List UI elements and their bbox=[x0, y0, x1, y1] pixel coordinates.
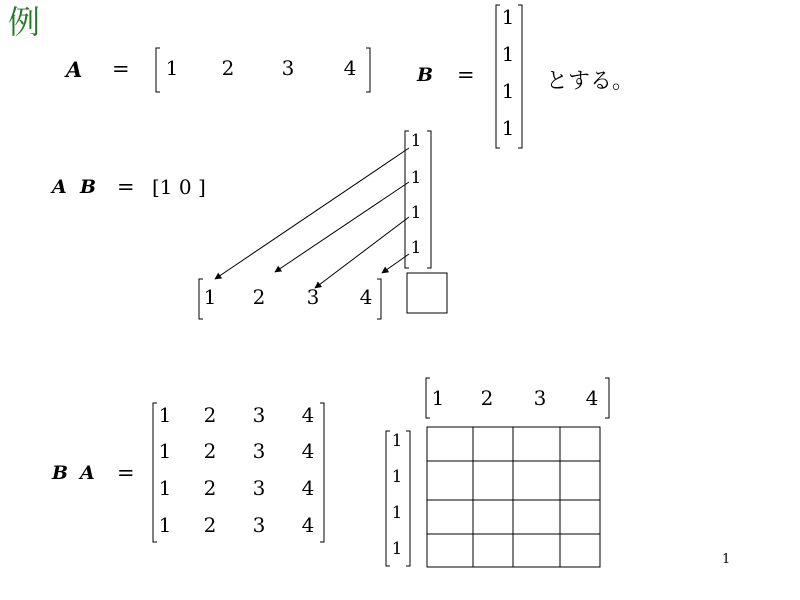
ba-matrix-cell: 1 bbox=[158, 439, 172, 463]
ab-col-entry: 1 bbox=[410, 238, 422, 258]
ab-label-b: B bbox=[80, 176, 97, 198]
grid-row-vector-entry: 3 bbox=[533, 386, 547, 410]
definition-suffix: とする。 bbox=[546, 69, 635, 94]
equals-sign: = bbox=[457, 63, 475, 87]
ab-col-entry: 1 bbox=[410, 131, 422, 151]
ab-col-entry: 1 bbox=[410, 203, 422, 223]
row-vector-a-entry: 4 bbox=[343, 56, 357, 80]
left-bracket bbox=[496, 5, 500, 148]
ba-matrix-cell: 4 bbox=[301, 476, 315, 500]
ba-matrix-cell: 2 bbox=[203, 439, 217, 463]
ab-row-entry: 1 bbox=[203, 285, 217, 309]
arrow-line bbox=[315, 217, 409, 288]
ba-matrix-cell: 1 bbox=[158, 513, 172, 537]
left-bracket bbox=[156, 48, 160, 92]
ba-matrix-cell: 4 bbox=[301, 513, 315, 537]
ab-label-a: A bbox=[52, 176, 67, 198]
grid-col-vector-entry: 1 bbox=[391, 431, 403, 451]
grid-col-vector-entry: 1 bbox=[391, 467, 403, 487]
matrix-b-label: B bbox=[417, 64, 434, 86]
ba-matrix-cell: 3 bbox=[252, 439, 266, 463]
ba-matrix-cell: 3 bbox=[252, 476, 266, 500]
col-vector-b-entry: 1 bbox=[501, 79, 515, 103]
right-bracket bbox=[605, 378, 609, 418]
ba-matrix-cell: 1 bbox=[158, 476, 172, 500]
left-bracket bbox=[405, 131, 409, 268]
ba-matrix-cell: 3 bbox=[252, 513, 266, 537]
page-number: 1 bbox=[722, 552, 731, 567]
ab-row-entry: 3 bbox=[306, 285, 320, 309]
arrow-line bbox=[275, 182, 409, 272]
left-bracket bbox=[153, 403, 157, 542]
ba-matrix-cell: 4 bbox=[301, 439, 315, 463]
grid-col-vector-entry: 1 bbox=[391, 539, 403, 559]
left-bracket bbox=[199, 279, 203, 319]
right-bracket bbox=[518, 5, 522, 148]
ab-result: [1 0 ] bbox=[152, 175, 206, 199]
row-vector-a-entry: 2 bbox=[221, 56, 235, 80]
result-grid bbox=[427, 427, 600, 567]
row-vector-a-entry: 3 bbox=[281, 56, 295, 80]
ab-row-entry: 4 bbox=[359, 285, 373, 309]
left-bracket bbox=[386, 431, 390, 566]
grid-row-vector-entry: 4 bbox=[585, 386, 599, 410]
arrow-line bbox=[215, 148, 409, 279]
right-bracket bbox=[320, 403, 324, 542]
left-bracket bbox=[426, 378, 430, 418]
ba-matrix-cell: 2 bbox=[203, 403, 217, 427]
ab-col-entry: 1 bbox=[410, 168, 422, 188]
right-bracket bbox=[427, 131, 431, 268]
equals-sign: = bbox=[117, 461, 135, 485]
right-bracket bbox=[366, 48, 370, 92]
equals-sign: = bbox=[117, 175, 135, 199]
grid-row-vector-entry: 2 bbox=[480, 386, 494, 410]
col-vector-b-entry: 1 bbox=[501, 5, 515, 29]
ab-row-entry: 2 bbox=[252, 285, 266, 309]
ba-matrix-cell: 4 bbox=[301, 403, 315, 427]
ba-matrix-cell: 1 bbox=[158, 403, 172, 427]
col-vector-b-entry: 1 bbox=[501, 116, 515, 140]
ba-label-b: B bbox=[52, 462, 69, 484]
equals-sign: = bbox=[112, 57, 130, 81]
ba-matrix-cell: 3 bbox=[252, 403, 266, 427]
right-bracket bbox=[406, 431, 410, 566]
slide-heading: 例 bbox=[8, 3, 41, 41]
ba-matrix-cell: 2 bbox=[203, 476, 217, 500]
row-vector-a-entry: 1 bbox=[165, 56, 179, 80]
col-vector-b-entry: 1 bbox=[501, 42, 515, 66]
empty-result-box bbox=[407, 273, 447, 313]
matrix-a-label: A bbox=[66, 57, 83, 82]
ba-matrix-cell: 2 bbox=[203, 513, 217, 537]
grid-col-vector-entry: 1 bbox=[391, 503, 403, 523]
ba-label-a: A bbox=[80, 462, 95, 484]
right-bracket bbox=[377, 279, 381, 319]
grid-row-vector-entry: 1 bbox=[431, 386, 445, 410]
